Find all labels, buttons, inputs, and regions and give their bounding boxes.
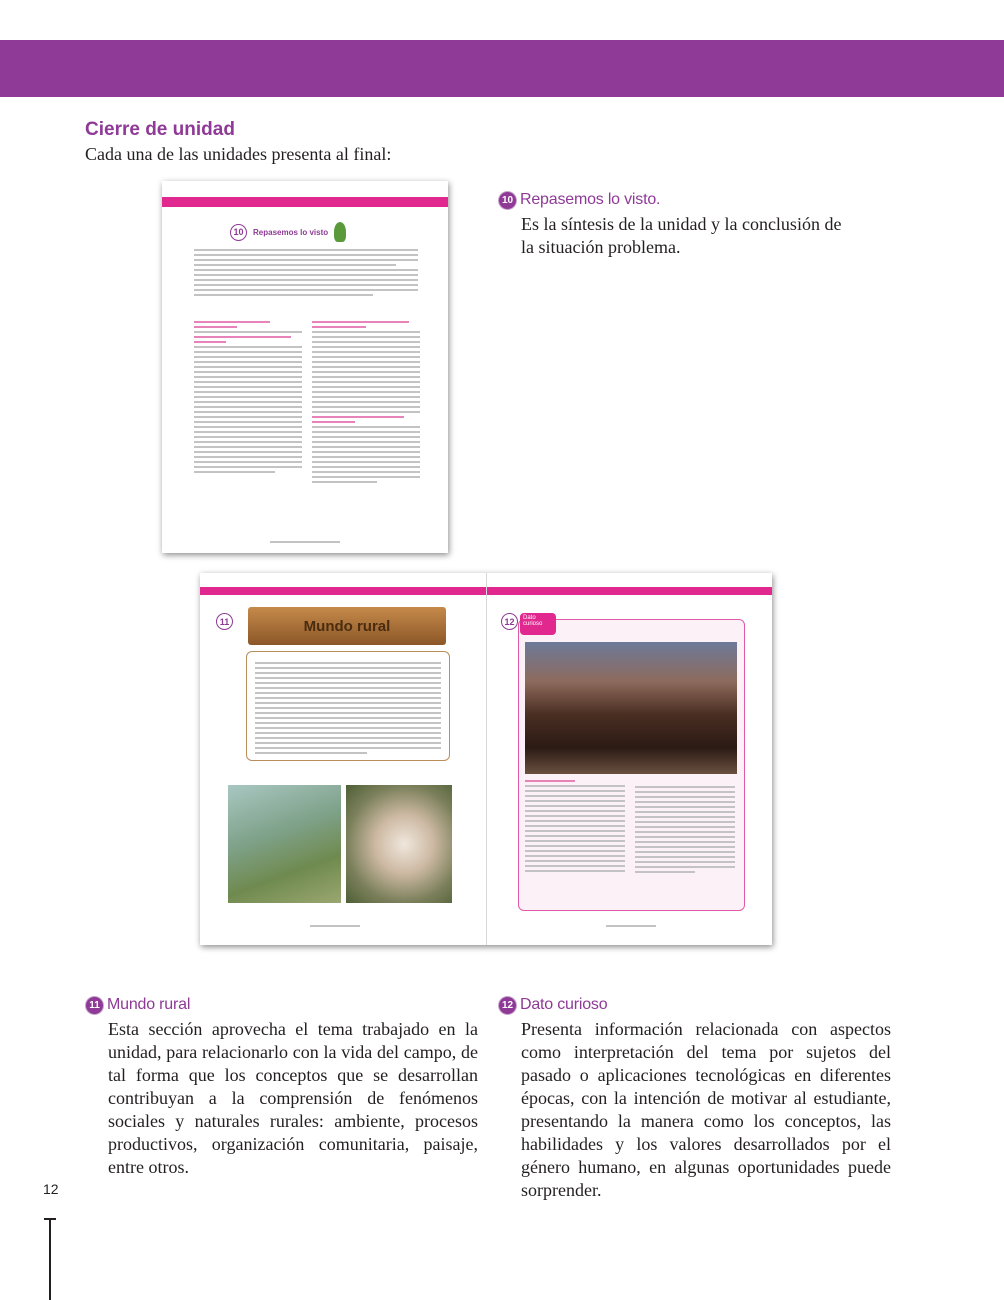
thumbnail-left-column <box>194 321 302 476</box>
spread-left-footer <box>310 925 360 927</box>
callout-body: Esta sección aprovecha el tema trabajado en la unidad, para relacionarlo con la vida del campo, de tal forma que los conceptos que se desarrollan contribuyan a la comprensión de fenómenos sociales y naturales rurales: ambiente, procesos productivos, organización comunitaria, paisaje, entre otros. <box>108 1019 478 1177</box>
section-intro: Cada una de las unidades presenta al final: <box>85 144 392 164</box>
mundo-rural-textbox <box>246 651 450 761</box>
spread-right-number: 12 <box>501 613 518 630</box>
margin-rule <box>49 1218 51 1300</box>
callout-repasemos <box>499 189 854 259</box>
spread-gutter <box>486 573 487 945</box>
dato-curioso-tab: Dato curioso <box>520 613 556 635</box>
section-title: Cierre de unidad <box>85 119 235 140</box>
callout-body: Es la síntesis de la unidad y la conclusión de la situación problema. <box>521 214 842 257</box>
spread-left-number: 11 <box>216 613 233 630</box>
page-number: 12 <box>43 1181 59 1197</box>
callout-body: Presenta información relacionada con aspectos como interpretación del tema por sujetos del pasado o aplicaciones tecnológicas en diferentes épocas, con la intención de motivar al estudiante, presentando la manera como los conceptos, las habilidades y los valores desarrollados por el género humano, en algunas oportunidades puede sorprender. <box>521 1019 891 1200</box>
callout-title: Dato curioso <box>520 996 608 1013</box>
callout-number-badge: 12 <box>499 997 516 1014</box>
callout-title: Mundo rural <box>107 996 191 1013</box>
callout-number-badge: 10 <box>499 192 516 209</box>
callout-title: Repasemos lo visto. <box>520 191 661 208</box>
callout-mundo-rural <box>86 994 478 1179</box>
thumbnail-title-row <box>230 222 346 242</box>
mascot-icon <box>334 222 346 242</box>
header-band <box>0 40 1004 97</box>
thumbnail-header-bar <box>162 197 448 207</box>
thumbnail-section-title: Repasemos lo visto <box>253 227 329 237</box>
thumbnail-right-column <box>312 321 420 486</box>
thumbnail-intro-lines <box>194 249 418 299</box>
spread-right-footer <box>606 925 656 927</box>
callout-dato-curioso <box>499 994 891 1202</box>
plant-closeup-photo <box>346 785 452 903</box>
thumbnail-repasemos-page <box>162 181 448 553</box>
thumbnail-spread <box>200 573 772 945</box>
thumbnail-section-number: 10 <box>230 224 247 241</box>
callout-number-badge: 11 <box>86 997 103 1014</box>
field-irrigation-photo <box>228 785 341 903</box>
children-photo <box>525 642 737 774</box>
thumbnail-footer <box>270 541 340 543</box>
mundo-rural-sign: Mundo rural <box>248 607 446 645</box>
dato-curioso-box <box>518 619 745 911</box>
